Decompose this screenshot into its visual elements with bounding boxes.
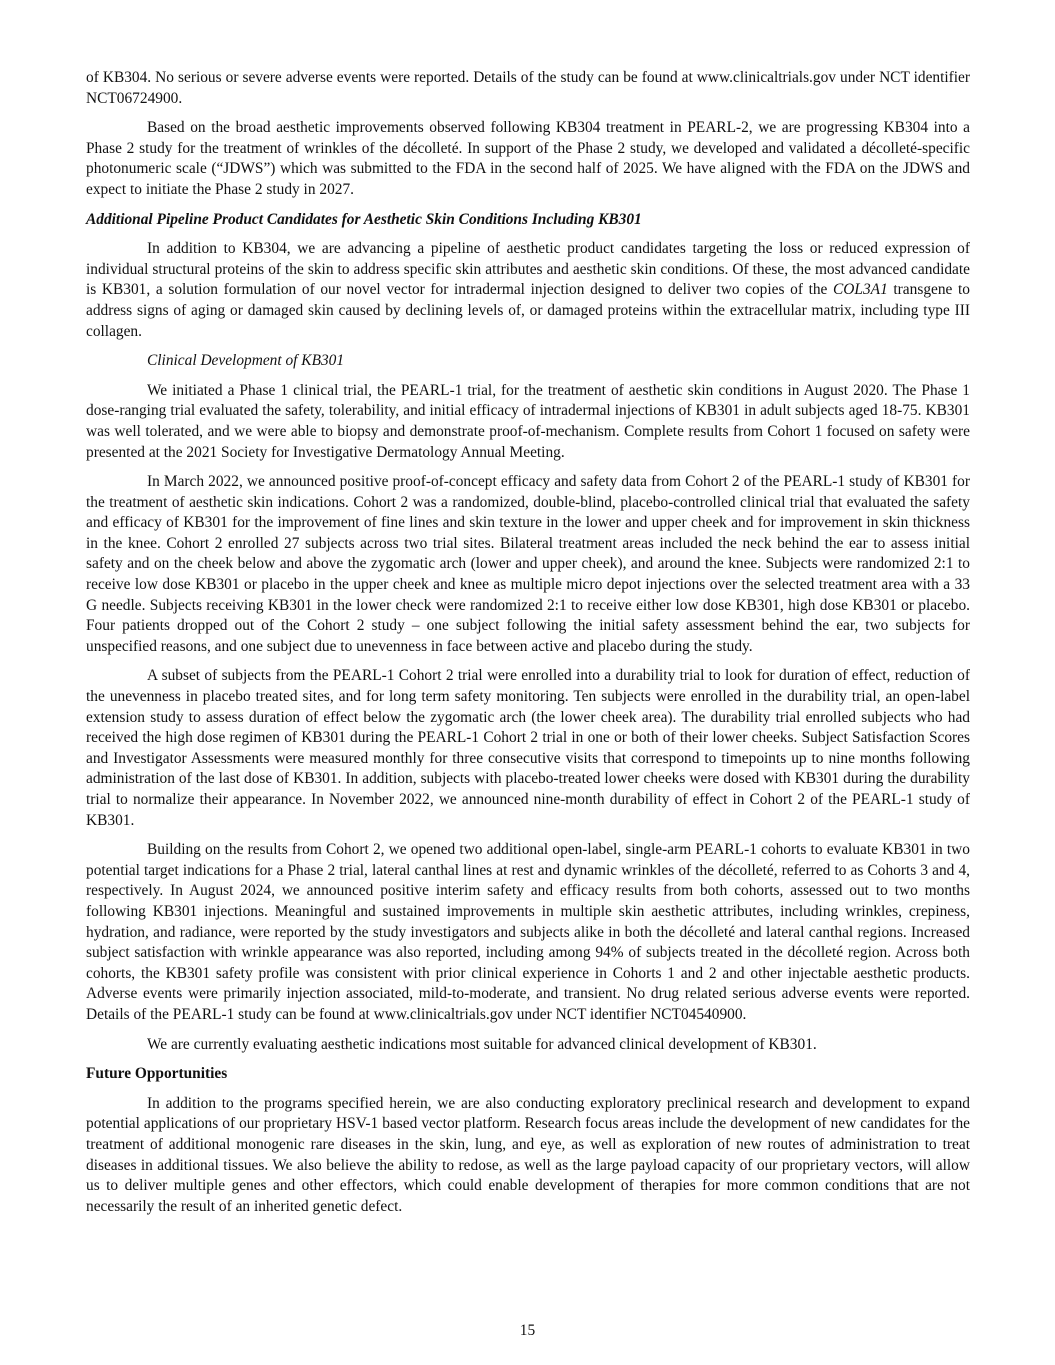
paragraph-pipeline-overview-part2: transgene to address signs of aging or damaged skin caused by declining levels of, or damaged proteins within the extracellular matrix, including type III collagen. <box>86 281 970 340</box>
gene-name: COL3A1 <box>833 281 888 299</box>
paragraph-durability-trial: A subset of subjects from the PEARL-1 Cohort 2 trial were enrolled into a durability trial to look for duration of effect, reduction of the unevenness in placebo treated sites, and for long term safety monitoring. Ten subjects were enrolled in the durability trial, an open-label extension study to assess duration of effect below the zygomatic arch (the lower cheek area). The durability trial enrolled subjects who had received the high dose regimen of KB301 during the PEARL-1 Cohort 2 trial in one or both of their lower cheeks. Subject Satisfaction Scores and Investigator Assessments were measured monthly for three consecutive visits that correspond to timepoints up to nine months following administration of the last dose of KB301. In addition, subjects with placebo-treated lower cheeks were dosed with KB301 during the durability trial to normalize their appearance. In November 2022, we announced nine-month durability of effect in Cohort 2 of the PEARL-1 study of KB301. <box>86 667 970 829</box>
paragraph-cohort2: In March 2022, we announced positive proof-of-concept efficacy and safety data from Cohort 2 of the PEARL-1 study of KB301 for the treatment of aesthetic skin indications. Cohort 2 was a randomized, double-blind, placebo-controlled clinical trial that evaluated the safety and efficacy of KB301 for the improvement of fine lines and skin texture in the lower and upper cheek and for improvement in skin thickness in the knee. Cohort 2 enrolled 27 subjects across two trial sites. Bilateral treatment areas included the neck behind the ear to assess initial safety and on the cheek below and above the zygomatic arch (lower and upper cheek), and around the knee. Subjects were randomized 2:1 to receive low dose KB301 or placebo in the upper cheek and knee as multiple micro depot injections over the selected treatment area with a 33 G needle. Subjects receiving KB301 in the lower check were randomized 2:1 to receive either low dose KB301, high dose KB301 or placebo. Four patients dropped out of the Cohort 2 study – one subject following the initial safety assessment behind the ear, two subjects for unspecified reasons, and one subject due to unevenness in face between active and placebo during the study. <box>86 473 970 655</box>
paragraph-pipeline-overview <box>86 239 970 342</box>
section-heading-future-opportunities: Future Opportunities <box>86 1065 228 1083</box>
paragraph-evaluating-indications: We are currently evaluating aesthetic indications most suitable for advanced clinical development of KB301. <box>147 1035 817 1053</box>
paragraph-pipeline-overview-part1: In addition to KB304, we are advancing a pipeline of aesthetic product candidates targeting the loss or reduced expression of individual structural proteins of the skin to address specific skin attributes and aesthetic skin conditions. Of these, the most advanced candidate is KB301, a solution formulation of our novel vector for intradermal injection designed to deliver two copies of the <box>86 240 970 299</box>
subheading-clinical-development: Clinical Development of KB301 <box>147 352 345 370</box>
section-heading-additional-pipeline: Additional Pipeline Product Candidates for Aesthetic Skin Conditions Including KB301 <box>86 210 642 228</box>
paragraph-cohorts-3-4: Building on the results from Cohort 2, we opened two additional open-label, single-arm PEARL-1 cohorts to evaluate KB301 in two potential target indications for a Phase 2 trial, lateral canthal lines at rest and dynamic wrinkles of the décolleté, referred to as Cohorts 3 and 4, respectively. In August 2024, we announced positive interim safety and efficacy results from both cohorts, assessed out to two months following KB301 injections. Meaningful and sustained improvements in multiple skin aesthetic attributes, including wrinkles, crepiness, hydration, and radiance, were reported by the study investigators and subjects alike in both the décolleté and lateral canthal regions. Increased subject satisfaction with wrinkle appearance was also reported, including among 94% of subjects treated in the décolleté region. Across both cohorts, the KB301 safety profile was consistent with prior clinical experience in Cohorts 1 and 2 and other injectable aesthetic products. Adverse events were primarily injection associated, mild-to-moderate, and transient. No drug related serious adverse events were reported. Details of the PEARL-1 study can be found at www.clinicaltrials.gov under NCT identifier NCT04540900. <box>86 841 970 1023</box>
paragraph-pearl1-phase1: We initiated a Phase 1 clinical trial, the PEARL-1 trial, for the treatment of aesthetic skin conditions in August 2020. The Phase 1 dose-ranging trial evaluated the safety, tolerability, and initial efficacy of intradermal injections of KB301 in adult subjects aged 18-75. KB301 was well tolerated, and we were able to biopsy and demonstrate proof-of-mechanism. Complete results from Cohort 1 focused on safety were presented at the 2021 Society for Investigative Dermatology Annual Meeting. <box>86 381 970 461</box>
page-number: 15 <box>519 1322 536 1339</box>
document-body <box>86 68 970 1226</box>
paragraph-kb304-phase2: Based on the broad aesthetic improvements observed following KB304 treatment in PEARL-2, we are progressing KB304 into a Phase 2 study for the treatment of wrinkles of the décolleté. In support of the Phase 2 study, we developed and validated a décolleté-specific photonumeric scale (“JDWS”) which was submitted to the FDA in the second half of 2025. We have aligned with the FDA on the JDWS and expect to initiate the Phase 2 study in 2027. <box>86 119 970 198</box>
paragraph-future-opportunities: In addition to the programs specified herein, we are also conducting exploratory preclinical research and development to expand potential applications of our proprietary HSV-1 based vector platform. Research focus areas include the development of new candidates for the treatment of additional monogenic rare diseases in the skin, lung, and eye, as well as exploration of new routes of administration to treat diseases in additional tissues. We also believe the ability to redose, as well as the large payload capacity of our proprietary vectors, will allow us to deliver multiple genes and other effectors, which could enable development of therapies for more common conditions that are not necessarily the result of an inherited genetic defect. <box>86 1094 970 1215</box>
paragraph-kb304-safety: of KB304. No serious or severe adverse events were reported. Details of the study can be found at www.clinicaltrials.gov under NCT identifier NCT06724900. <box>86 69 970 107</box>
